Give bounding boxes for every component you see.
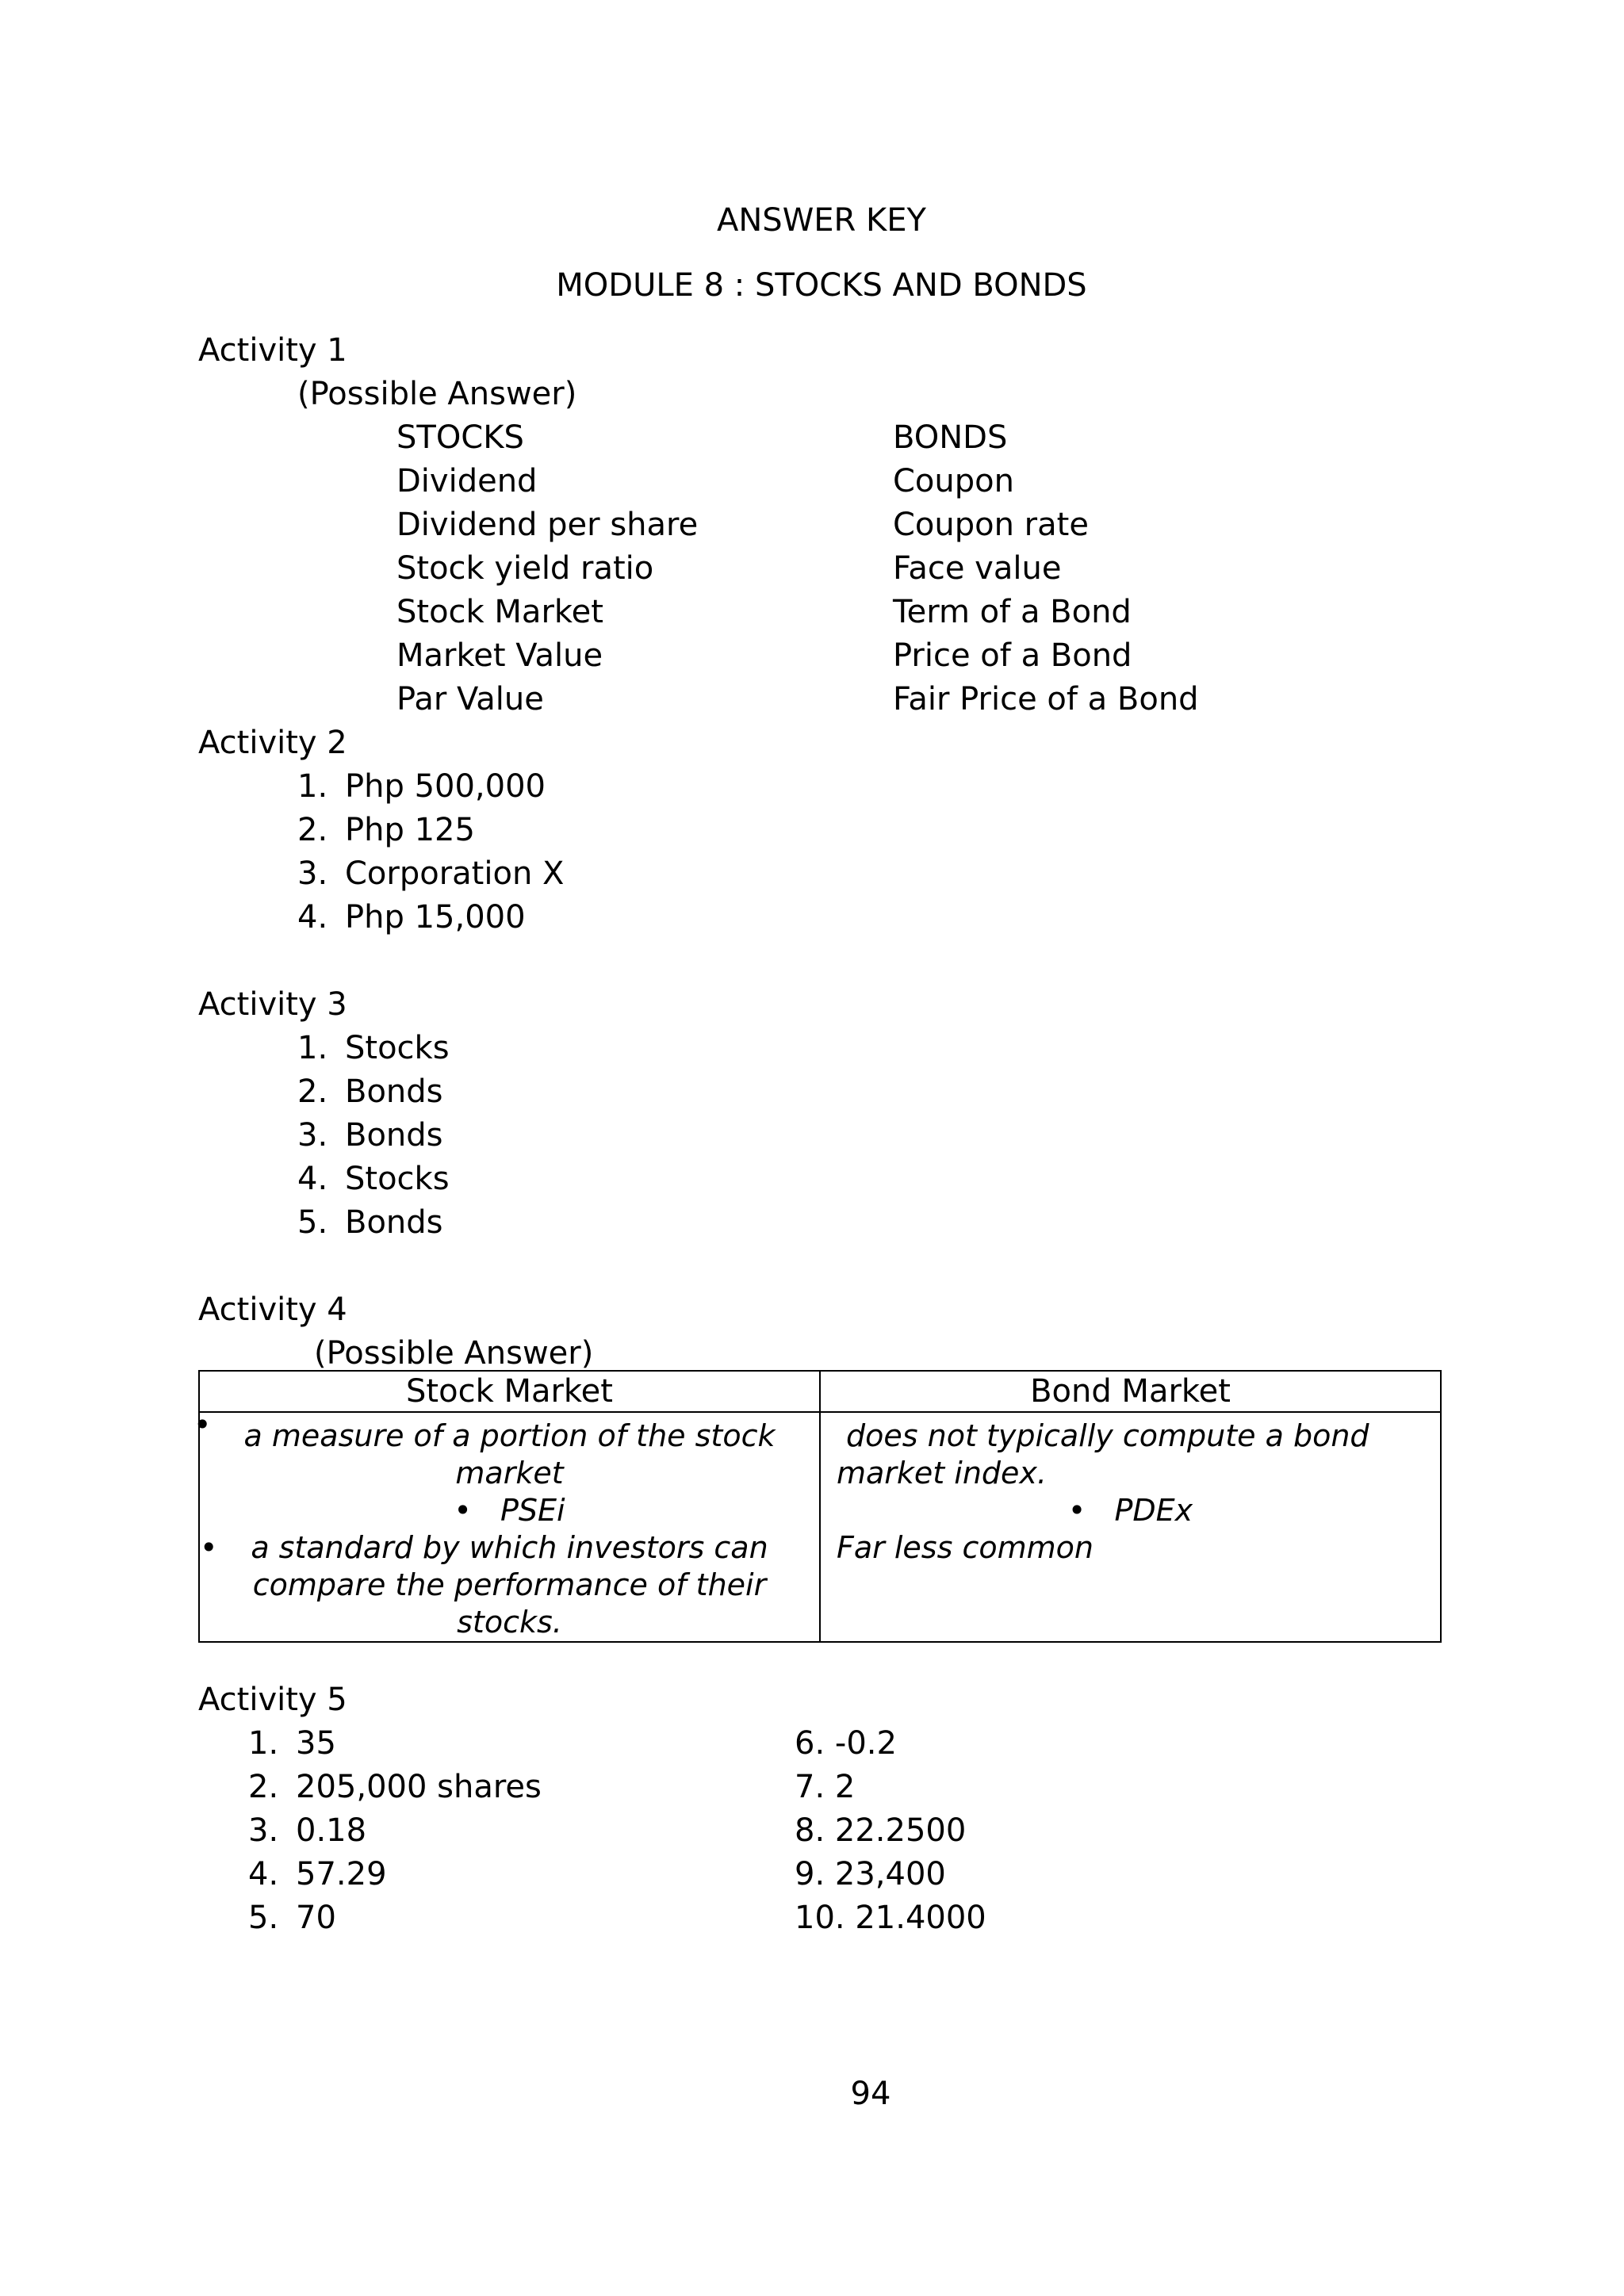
bullet-icon: •: [193, 1407, 212, 1442]
stocks-term: Stock Market: [396, 594, 603, 630]
cell-line: market index.: [837, 1456, 1047, 1490]
activity-2-heading: Activity 2: [198, 725, 347, 761]
activity-5-heading: Activity 5: [198, 1682, 347, 1718]
cell-line: market: [455, 1456, 564, 1490]
list-text: Bonds: [345, 1073, 443, 1110]
table-header-row: [199, 1371, 1441, 1412]
list-item: [297, 1204, 443, 1241]
module-title: MODULE 8 : STOCKS AND BONDS: [556, 267, 1087, 304]
activity-4-heading: Activity 4: [198, 1292, 347, 1328]
list-item: [297, 1163, 450, 1195]
list-number: 5.: [248, 1900, 279, 1936]
stocks-term: Par Value: [396, 681, 544, 718]
list-item: [297, 768, 546, 805]
cell-line: compare the performance of their: [252, 1567, 767, 1602]
list-item: [297, 1032, 450, 1064]
bullet-icon: •: [1067, 1493, 1115, 1528]
list-text: Php 125: [345, 812, 475, 848]
bonds-term: Price of a Bond: [893, 637, 1132, 674]
list-number: 2.: [297, 812, 328, 848]
bullet-icon: •: [454, 1493, 501, 1528]
cell-line: PSEi: [500, 1493, 565, 1528]
bonds-header: BONDS: [893, 419, 1008, 456]
list-number: 4.: [297, 899, 328, 936]
list-number: 1.: [297, 1030, 328, 1066]
stocks-term: Dividend: [396, 463, 538, 499]
cell-line: stocks.: [457, 1605, 562, 1640]
list-item: 6. -0.2: [795, 1725, 897, 1762]
list-text: Php 15,000: [345, 899, 526, 936]
bonds-term: Term of a Bond: [893, 594, 1132, 630]
list-number: 1.: [248, 1725, 279, 1762]
cell-line: PDEx: [1114, 1493, 1193, 1528]
list-text: Bonds: [345, 1204, 443, 1241]
bonds-term: Coupon: [893, 463, 1014, 499]
list-text: 205,000 shares: [296, 1769, 542, 1805]
cell-line: does not typically compute a bond: [846, 1418, 1369, 1453]
stocks-term: Stock yield ratio: [396, 550, 654, 587]
list-item: [297, 899, 526, 936]
list-text: Stocks: [345, 1161, 450, 1197]
list-item: [297, 814, 475, 846]
bullet-icon: •: [200, 1530, 218, 1565]
list-text: Corporation X: [345, 855, 565, 892]
bonds-term: Coupon rate: [893, 507, 1089, 543]
column-header-bond-market: Bond Market: [820, 1371, 1441, 1412]
list-item: [248, 1902, 336, 1934]
list-item: 10. 21.4000: [795, 1900, 986, 1936]
table-cell-bond-market: [820, 1412, 1441, 1642]
list-number: 3.: [248, 1812, 279, 1849]
list-text: Bonds: [345, 1117, 443, 1154]
list-text: 57.29: [296, 1856, 387, 1892]
list-number: 1.: [297, 768, 328, 805]
activity-3-heading: Activity 3: [198, 986, 347, 1023]
list-number: 2.: [248, 1769, 279, 1805]
list-item: [297, 1117, 443, 1154]
list-text: 35: [296, 1725, 336, 1762]
cell-line: a standard by which investors can: [251, 1530, 768, 1565]
list-item: 8. 22.2500: [795, 1812, 967, 1849]
list-text: 0.18: [296, 1812, 367, 1849]
cell-line: Far less common: [837, 1530, 1094, 1565]
list-text: 70: [296, 1900, 336, 1936]
table-row: [199, 1412, 1441, 1642]
list-item: 9. 23,400: [795, 1856, 946, 1892]
list-item: [297, 855, 565, 892]
activity-4-note: (Possible Answer): [314, 1335, 594, 1372]
page-title: ANSWER KEY: [717, 202, 926, 239]
stocks-header: STOCKS: [396, 419, 524, 456]
cell-line: a measure of a portion of the stock: [243, 1418, 776, 1453]
bonds-term: Fair Price of a Bond: [893, 681, 1199, 718]
list-item: [248, 1771, 542, 1803]
list-number: 4.: [297, 1161, 328, 1197]
list-number: 3.: [297, 855, 328, 892]
list-item: 7. 2: [795, 1769, 856, 1805]
list-text: Stocks: [345, 1030, 450, 1066]
stocks-term: Market Value: [396, 637, 603, 674]
comparison-table: [193, 1370, 1442, 1643]
list-number: 5.: [297, 1204, 328, 1241]
list-item: [248, 1858, 387, 1890]
list-item: [248, 1812, 367, 1849]
column-header-stock-market: Stock Market: [199, 1371, 820, 1412]
activity-1-note: (Possible Answer): [297, 376, 577, 412]
bonds-term: Face value: [893, 550, 1062, 587]
list-number: 3.: [297, 1117, 328, 1154]
activity-1-heading: Activity 1: [198, 332, 347, 369]
list-item: [297, 1073, 443, 1110]
page-number: 94: [850, 2076, 891, 2112]
list-item: [248, 1725, 336, 1762]
list-number: 4.: [248, 1856, 279, 1892]
list-number: 2.: [297, 1073, 328, 1110]
table-cell-stock-market: [193, 1407, 820, 1642]
list-text: Php 500,000: [345, 768, 546, 805]
stocks-term: Dividend per share: [396, 507, 699, 543]
